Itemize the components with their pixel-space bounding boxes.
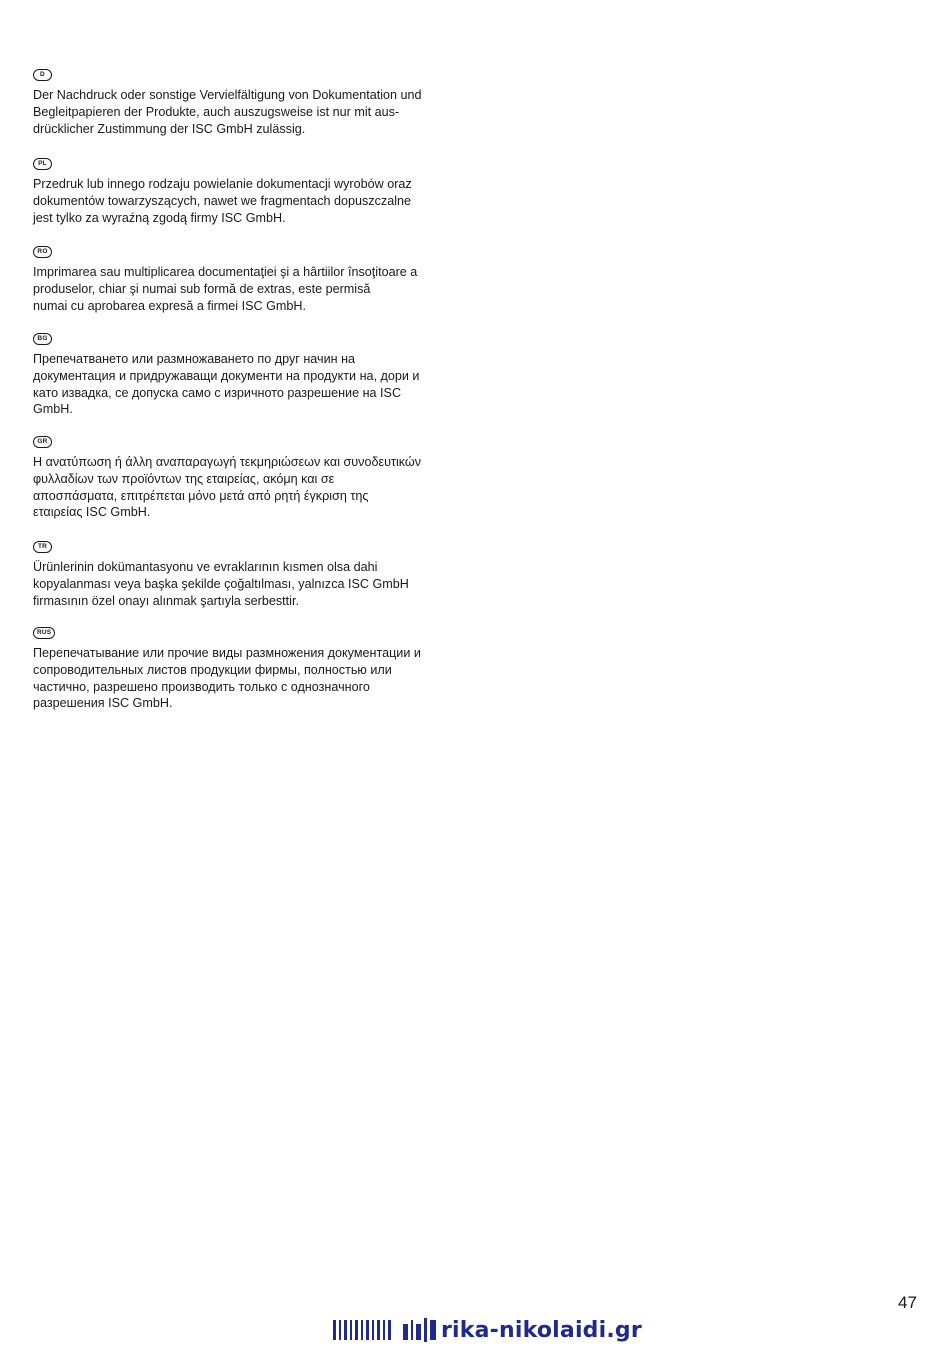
text-line: Препечатването или размножаването по друг начин на — [33, 352, 356, 366]
watermark-text: rika-nikolaidi.gr — [441, 1317, 642, 1343]
barcode-icon — [333, 1318, 439, 1342]
text-line: като извадка, се допуска само с изричното разрешение на ISC — [33, 385, 402, 400]
section-tr — [33, 535, 473, 609]
text-line: Ürünlerinin dokümantasyonu ve evraklarının kısmen olsa dahi — [33, 560, 378, 574]
text-line: αποσπάσματα, επιτρέπεται μόνο μετά από ρητή έγκριση της — [33, 488, 369, 503]
language-badge: TR — [33, 541, 52, 553]
text-line: Перепечатывание или прочие виды размножения документации и — [33, 646, 421, 660]
text-line: Der Nachdruck oder sonstige Vervielfältigung von Dokumentation und — [33, 88, 422, 102]
text-line: Imprimarea sau multiplicarea documentaţiei şi a hârtiilor însoţitoare a — [33, 265, 418, 279]
text-line: разрешения ISC GmbH. — [33, 696, 173, 711]
copyright-notice-ro — [33, 264, 473, 314]
section-gr — [33, 430, 473, 521]
text-line: jest tylko za wyraźną zgodą firmy ISC GmbH. — [33, 210, 286, 225]
section-de — [33, 63, 473, 137]
copyright-notice-gr — [33, 454, 473, 521]
section-bg — [33, 327, 473, 418]
text-line: dokumentów towarzyszących, nawet we fragmentach dopuszczalne — [33, 193, 412, 208]
text-line: drücklicher Zustimmung der ISC GmbH zulässig. — [33, 121, 306, 136]
language-badge: GR — [33, 436, 52, 448]
language-badge: RUS — [33, 627, 55, 639]
copyright-notice-rus — [33, 645, 473, 712]
section-pl — [33, 152, 473, 226]
page-number: 47 — [898, 1293, 917, 1312]
text-line: produselor, chiar şi numai sub formă de extras, este permisă — [33, 281, 371, 296]
section-ro — [33, 240, 473, 314]
text-line: kopyalanması veya başka şekilde çoğaltılması, yalnızca ISC GmbH — [33, 576, 409, 591]
text-line: φυλλαδίων των προϊόντων της εταιρείας, ακόμη και σε — [33, 471, 335, 486]
watermark — [333, 1312, 642, 1348]
section-rus — [33, 621, 473, 712]
text-line: εταιρείας ISC GmbH. — [33, 505, 151, 520]
text-line: Η ανατύπωση ή άλλη αναπαραγωγή τεκμηριώσεων και συνοδευτικών — [33, 455, 422, 469]
copyright-notice-bg — [33, 351, 473, 418]
text-line: numai cu aprobarea expresă a firmei ISC GmbH. — [33, 298, 306, 313]
copyright-notice-pl — [33, 176, 473, 226]
language-badge: D — [33, 69, 52, 81]
text-line: сопроводительных листов продукции фирмы, полностью или — [33, 662, 392, 677]
text-line: GmbH. — [33, 402, 73, 417]
copyright-notice-tr — [33, 559, 473, 609]
copyright-notice-de — [33, 87, 473, 137]
language-badge: BG — [33, 333, 52, 345]
text-line: частично, разрешено производить только с однозначного — [33, 679, 370, 694]
text-line: Begleitpapieren der Produkte, auch auszugsweise ist nur mit aus- — [33, 104, 400, 119]
text-line: firmasının özel onayı alınmak şartıyla serbesttir. — [33, 593, 299, 608]
text-line: документация и придружаващи документи на продукти на, дори и — [33, 368, 420, 383]
language-badge: PL — [33, 158, 52, 170]
text-line: Przedruk lub innego rodzaju powielanie dokumentacji wyrobów oraz — [33, 177, 412, 191]
language-badge: RO — [33, 246, 52, 258]
